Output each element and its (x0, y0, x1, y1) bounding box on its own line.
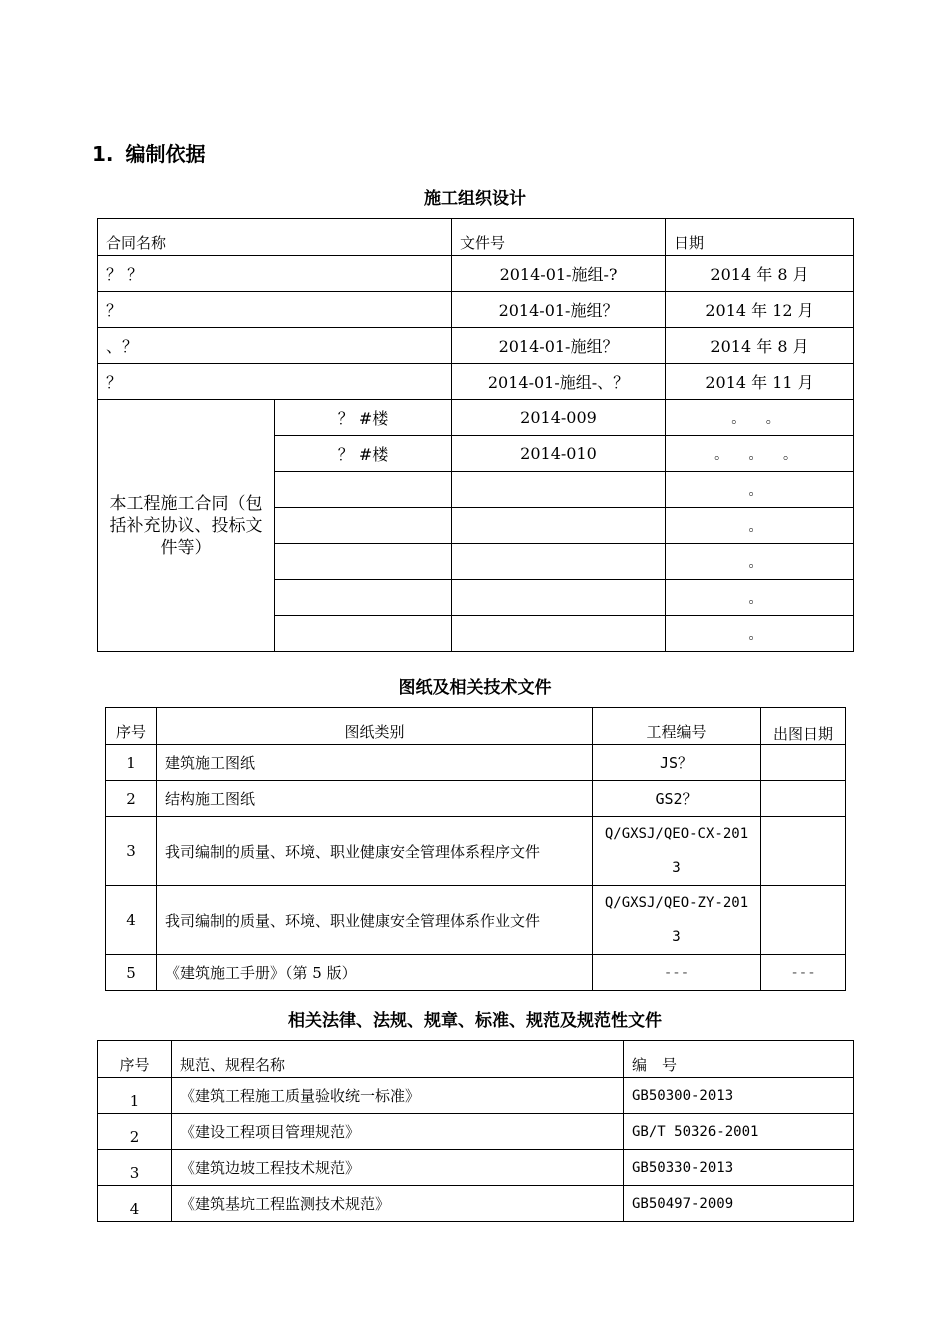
project-code: Q/GXSJ/QEO-CX-2013 (593, 817, 761, 886)
table-row (98, 1186, 854, 1222)
header-file-no: 文件号 (452, 219, 666, 256)
file-no: 2014-009 (452, 400, 666, 436)
table1-caption: 施工组织设计 (424, 189, 526, 209)
date: 。 。 。 (666, 436, 854, 472)
issue-date (761, 817, 846, 886)
contract-name: ？ ？ (98, 256, 452, 292)
regulation-name: 《建筑基坑工程监测技术规范》 (172, 1186, 624, 1222)
date: 。 (666, 544, 854, 580)
date: 。 (666, 616, 854, 652)
row-no: 3 (98, 1150, 172, 1186)
row-no: 2 (106, 781, 157, 817)
project-code: Q/GXSJ/QEO-ZY-2013 (593, 886, 761, 955)
file-no: 2014-01-施组？ (452, 292, 666, 328)
table-header-row (98, 219, 854, 256)
row-no: 4 (98, 1186, 172, 1222)
file-no (452, 544, 666, 580)
regulation-name: 《建设工程项目管理规范》 (172, 1114, 624, 1150)
date: 2014 年 11 月 (666, 364, 854, 400)
table-row (98, 1078, 854, 1114)
contract-name: ？ (98, 292, 452, 328)
date: 。 。 (666, 400, 854, 436)
drawing-type: 建筑施工图纸 (157, 745, 593, 781)
header-regulation-name: 规范、规程名称 (172, 1041, 624, 1078)
date: 。 (666, 508, 854, 544)
header-code: 编 号 (624, 1041, 854, 1078)
date: 2014 年 12 月 (666, 292, 854, 328)
header-project-code: 工程编号 (593, 708, 761, 745)
row-no: 1 (106, 745, 157, 781)
contract-item (275, 616, 452, 652)
drawings-table (105, 707, 846, 991)
table-row (98, 256, 854, 292)
contract-item (275, 580, 452, 616)
regulation-code: GB50497-2009 (624, 1186, 854, 1222)
table-row (98, 292, 854, 328)
regulation-name: 《建筑工程施工质量验收统一标准》 (172, 1078, 624, 1114)
section-heading (92, 138, 206, 167)
drawing-type: 我司编制的质量、环境、职业健康安全管理体系作业文件 (157, 886, 593, 955)
table3-caption: 相关法律、法规、规章、标准、规范及规范性文件 (288, 1011, 662, 1031)
issue-date: --- (761, 955, 846, 991)
regulation-code: GB/T 50326-2001 (624, 1114, 854, 1150)
project-code: GS2？ (593, 781, 761, 817)
drawing-type: 结构施工图纸 (157, 781, 593, 817)
heading-number: 1. (92, 142, 114, 166)
table-row (106, 817, 846, 886)
table-header-row (98, 1041, 854, 1078)
table-row (106, 781, 846, 817)
heading-title: 编制依据 (125, 142, 206, 166)
contract-item (275, 472, 452, 508)
table-row (106, 745, 846, 781)
table-header-row (106, 708, 846, 745)
contract-name: 、？ (98, 328, 452, 364)
file-no (452, 472, 666, 508)
table-row (98, 364, 854, 400)
date: 。 (666, 580, 854, 616)
file-no (452, 508, 666, 544)
table2-caption: 图纸及相关技术文件 (398, 678, 552, 698)
regulation-name: 《建筑边坡工程技术规范》 (172, 1150, 624, 1186)
row-no: 1 (98, 1078, 172, 1114)
issue-date (761, 745, 846, 781)
file-no (452, 616, 666, 652)
contract-item (275, 544, 452, 580)
file-no: 2014-01-施组？ (452, 328, 666, 364)
header-date: 日期 (666, 219, 854, 256)
header-no: 序号 (106, 708, 157, 745)
table-row (106, 955, 846, 991)
date: 2014 年 8 月 (666, 256, 854, 292)
row-no: 4 (106, 886, 157, 955)
row-no: 5 (106, 955, 157, 991)
file-no: 2014-01-施组-? (452, 256, 666, 292)
row-no: 2 (98, 1114, 172, 1150)
table-row (106, 886, 846, 955)
issue-date (761, 886, 846, 955)
project-code: JS？ (593, 745, 761, 781)
table-row (98, 400, 854, 436)
construction-design-table (97, 218, 854, 652)
drawing-type: 《建筑施工手册》（第 5 版） (157, 955, 593, 991)
file-no (452, 580, 666, 616)
header-drawing-type: 图纸类别 (157, 708, 593, 745)
regulation-code: GB50330-2013 (624, 1150, 854, 1186)
header-issue-date: 出图日期 (761, 708, 846, 745)
regulation-code: GB50300-2013 (624, 1078, 854, 1114)
date: 。 (666, 472, 854, 508)
table-row (98, 1114, 854, 1150)
table-row (98, 1150, 854, 1186)
header-contract-name: 合同名称 (98, 219, 452, 256)
date: 2014 年 8 月 (666, 328, 854, 364)
contract-group-label: 本工程施工合同（包括补充协议、投标文件等） (98, 400, 275, 652)
project-code: --- (593, 955, 761, 991)
file-no: 2014-010 (452, 436, 666, 472)
contract-item: ？ #楼 (275, 400, 452, 436)
contract-item: ？ #楼 (275, 436, 452, 472)
file-no: 2014-01-施组-、？ (452, 364, 666, 400)
regulations-table (97, 1040, 854, 1222)
table-row (98, 328, 854, 364)
header-no: 序号 (98, 1041, 172, 1078)
drawing-type: 我司编制的质量、环境、职业健康安全管理体系程序文件 (157, 817, 593, 886)
row-no: 3 (106, 817, 157, 886)
issue-date (761, 781, 846, 817)
contract-item (275, 508, 452, 544)
contract-name: ？ (98, 364, 452, 400)
